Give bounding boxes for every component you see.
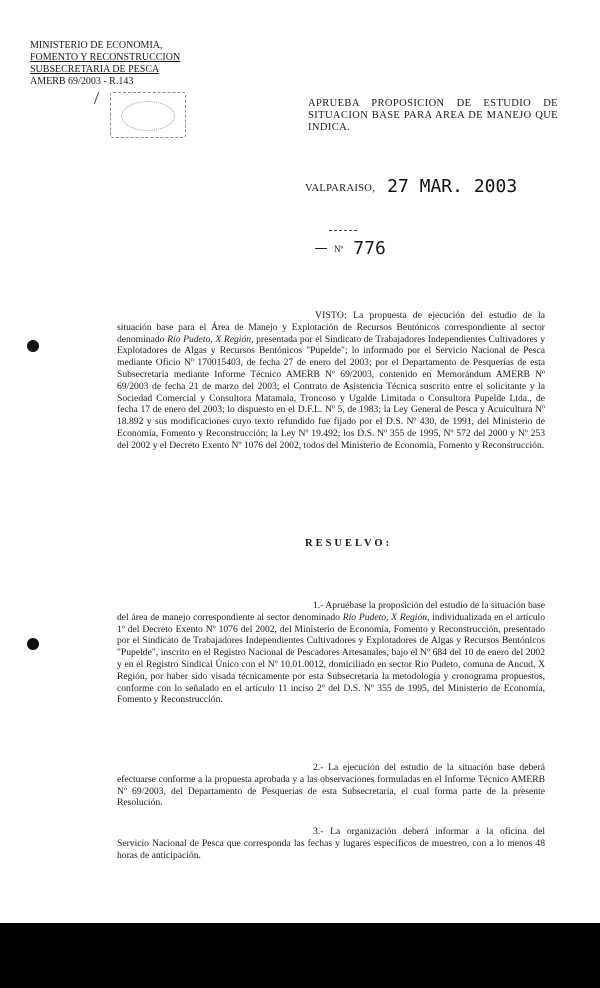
issuer-header bbox=[30, 40, 205, 88]
item-2-lead: 2.- bbox=[313, 762, 329, 773]
office-stamp bbox=[110, 92, 186, 138]
item-1-place: Río Pudeto, X Región bbox=[342, 611, 428, 623]
item-2-text-1: La ejecución del estudio de la situación base deberá efectuarse conforme a la propuesta aprobada y a las observaciones formuladas en el Informe Técnico AMERB Nº 69/2003, del Departamento de Pesquerías de esta Subsecretaría, el cual forma parte de la presente Resolución. bbox=[117, 762, 545, 809]
item-1-text-1: Apruébase la proposición del estudio de la situación base del área de manejo correspondiente al sector denominado bbox=[117, 600, 546, 623]
visto-lead: VISTO: bbox=[315, 310, 347, 321]
visto-place: Río Pudeto, X Región bbox=[167, 333, 252, 345]
number-value: 776 bbox=[353, 238, 386, 259]
item-3-paragraph bbox=[117, 826, 545, 861]
resolution-subject: APRUEBA PROPOSICION DE ESTUDIO DE SITUACION BASE PARA AREA DE MANEJO QUE INDICA. bbox=[308, 98, 558, 133]
header-ministry-cont: FOMENTO Y RECONSTRUCCION bbox=[30, 52, 181, 63]
resuelvo-heading: RESUELVO: bbox=[305, 538, 393, 549]
item-3-text-1: La organización deberá informar a la oficina del Servicio Nacional de Pesca que corresponda las fechas y lugares específicos de muestreo, con a lo menos 48 horas de anticipación. bbox=[117, 826, 545, 861]
date-stamp: 27 MAR. 2003 bbox=[387, 176, 518, 197]
number-dashes bbox=[329, 230, 357, 231]
visto-text-1: La propuesta de ejecución del estudio de la situación base para el Área de Manejo y Explotación de Recursos Bentónicos correspondiente al sector denominado bbox=[117, 310, 545, 345]
binder-hole-icon bbox=[27, 340, 39, 352]
date-city: VALPARAISO, bbox=[305, 183, 376, 194]
scan-footer-band bbox=[0, 923, 600, 988]
item-1-paragraph bbox=[117, 600, 545, 706]
item-3-lead: 3.- bbox=[313, 826, 331, 837]
date-line bbox=[305, 175, 517, 196]
header-subsecretaria: SUBSECRETARIA DE PESCA bbox=[30, 64, 160, 75]
item-1-text-2: , individualizada en el artículo 1º del Decreto Exento Nº 1076 del 2002, del Ministerio de Economía, Fomento y Reconstrucción, presentado por el Sindicato de Trabajadores Independientes Cultivadores y Explotadores de Algas y Recursos Bentónicos "Pupelde", inscrito en el Registro Nacional de Pescadores Artesanales, bajo el Nº 684 del 10 de enero del 2002 y en el Registro Sindical Único con el Nº 10.01.0012, domiciliado en sector Río Pudeto, comuna de Ancud, X Región, por haber sido visada técnicamente por esta Subsecretaría la metodología y cronograma propuestos, conforme con lo señalado en el artículo 11 inciso 2º del D.S. Nº 355 de 1995, del Ministerio de Economía, Fomento y Reconstrucción. bbox=[117, 611, 545, 706]
number-label: Nº bbox=[334, 243, 344, 254]
item-2-paragraph bbox=[117, 762, 545, 809]
visto-paragraph bbox=[117, 310, 545, 452]
number-dash bbox=[315, 248, 327, 249]
handwritten-mark bbox=[94, 92, 105, 104]
item-1-lead: 1.- bbox=[313, 600, 326, 611]
binder-hole-icon bbox=[27, 638, 39, 650]
resolution-number bbox=[315, 238, 386, 259]
header-reference: AMERB 69/2003 - R.143 bbox=[30, 76, 134, 87]
visto-text-2: , presentada por el Sindicato de Trabajadores Independientes Cultivadores y Explotadores de Algas y Recursos Bentónicos "Pupelde"; lo informado por el Servicio Nacional de Pesca mediante Oficio Nº 170015403, de fecha 27 de enero del 2003; por el Departamento de Pesquerías de esta Subsecretaría mediante Informe Técnico AMERB Nº 69/2003, contenido en Memorándum AMERB Nº 69/2003 de fecha 21 de marzo del 2003; el Contrato de Asistencia Técnica suscrito entre el solicitante y la Sociedad Comercial y Consultora Matamala, Troncoso y Ugalde Limitada o Consultora Pupelde Ltda., de fecha 17 de enero del 2003; lo dispuesto en el D.F.L. Nº 5, de 1983; la Ley General de Pesca y Acuicultura Nº 18.892 y sus modificaciones cuyo texto refundido fue fijado por el D.S. Nº 430, de 1991, del Ministerio de Economía, Fomento y Reconstrucción; la Ley Nº 19.492; los D.S. Nº 355 de 1995, Nº 572 del 2000 y Nº 253 del 2002 y el Decreto Exento Nº 1076 del 2002, todos del Ministerio de Economía, Fomento y Reconstrucción. bbox=[117, 333, 545, 451]
header-ministry: MINISTERIO DE ECONOMIA, bbox=[30, 40, 163, 51]
